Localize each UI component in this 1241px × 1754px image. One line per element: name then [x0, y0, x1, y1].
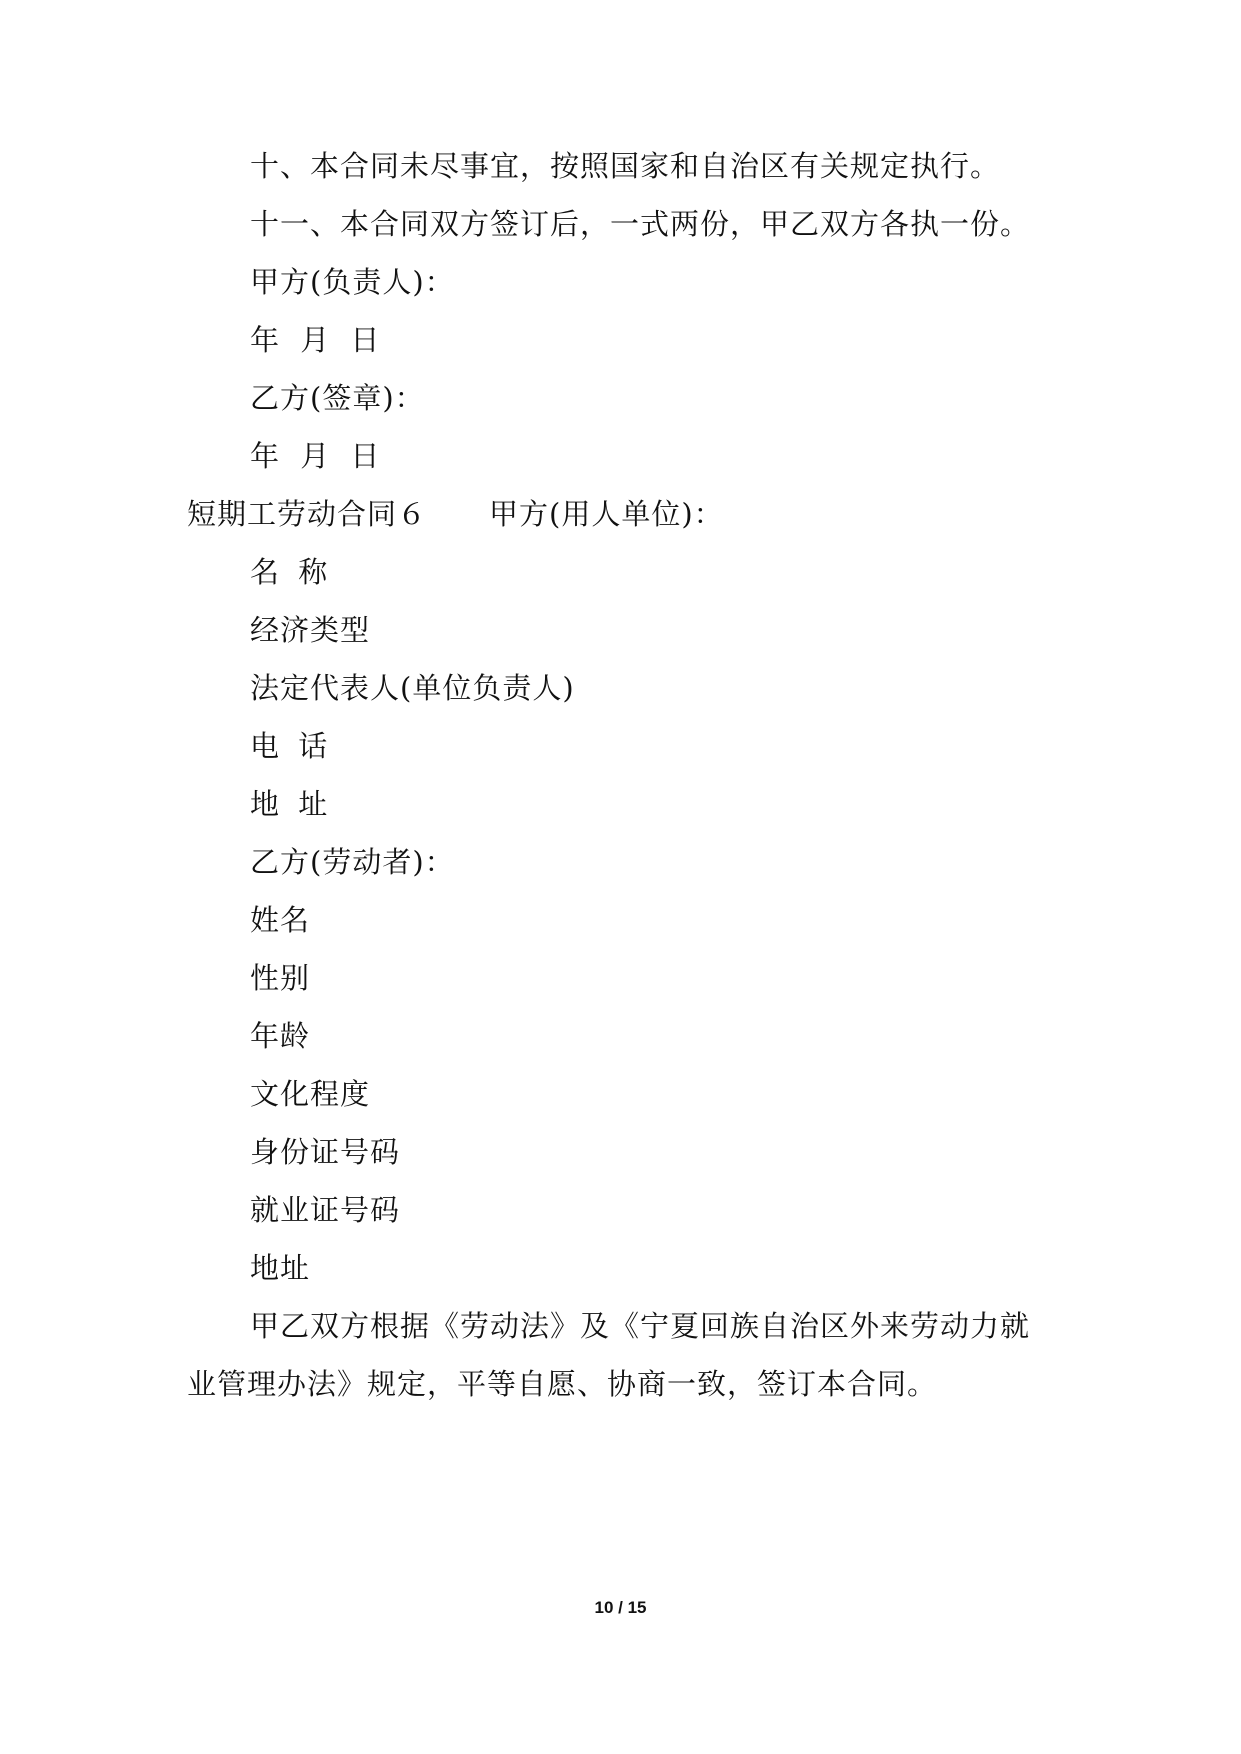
- party-a-signature-label: 甲方(负责人)：: [250, 265, 455, 299]
- clause-10: 十、本合同未尽事宜，按照国家和自治区有关规定执行。: [250, 149, 1001, 183]
- field-full-name: 姓名: [250, 903, 311, 937]
- field-phone: 电 话: [250, 729, 329, 763]
- party-a-date: 年 月 日: [250, 323, 381, 357]
- field-name: 名 称: [250, 555, 329, 589]
- clause-11: 十一、本合同双方签订后，一式两份，甲乙双方各执一份。: [250, 207, 1031, 241]
- agreement-paragraph-line-1: 甲乙双方根据《劳动法》及《宁夏回族自治区外来劳动力就: [250, 1309, 1031, 1343]
- section-heading-row: [187, 494, 724, 534]
- page-number: 10 / 15: [594, 1598, 647, 1617]
- party-b-worker-heading: 乙方(劳动者)：: [250, 845, 455, 879]
- field-education: 文化程度: [250, 1077, 371, 1111]
- field-employment-cert-number: 就业证号码: [250, 1193, 401, 1227]
- field-gender: 性别: [250, 961, 311, 995]
- party-b-date: 年 月 日: [250, 439, 381, 473]
- field-legal-representative: 法定代表人(单位负责人): [250, 671, 575, 705]
- field-id-number: 身份证号码: [250, 1135, 401, 1169]
- field-economic-type: 经济类型: [250, 613, 371, 647]
- section-title: 短期工劳动合同６: [187, 497, 428, 531]
- field-address-worker: 地址: [250, 1251, 311, 1285]
- party-a-employer-heading: 甲方(用人单位)：: [489, 497, 724, 531]
- party-b-signature-label: 乙方(签章)：: [250, 381, 425, 415]
- agreement-paragraph-line-2: 业管理办法》规定，平等自愿、协商一致，签订本合同。: [187, 1367, 938, 1401]
- field-age: 年龄: [250, 1019, 311, 1053]
- field-address-employer: 地 址: [250, 787, 329, 821]
